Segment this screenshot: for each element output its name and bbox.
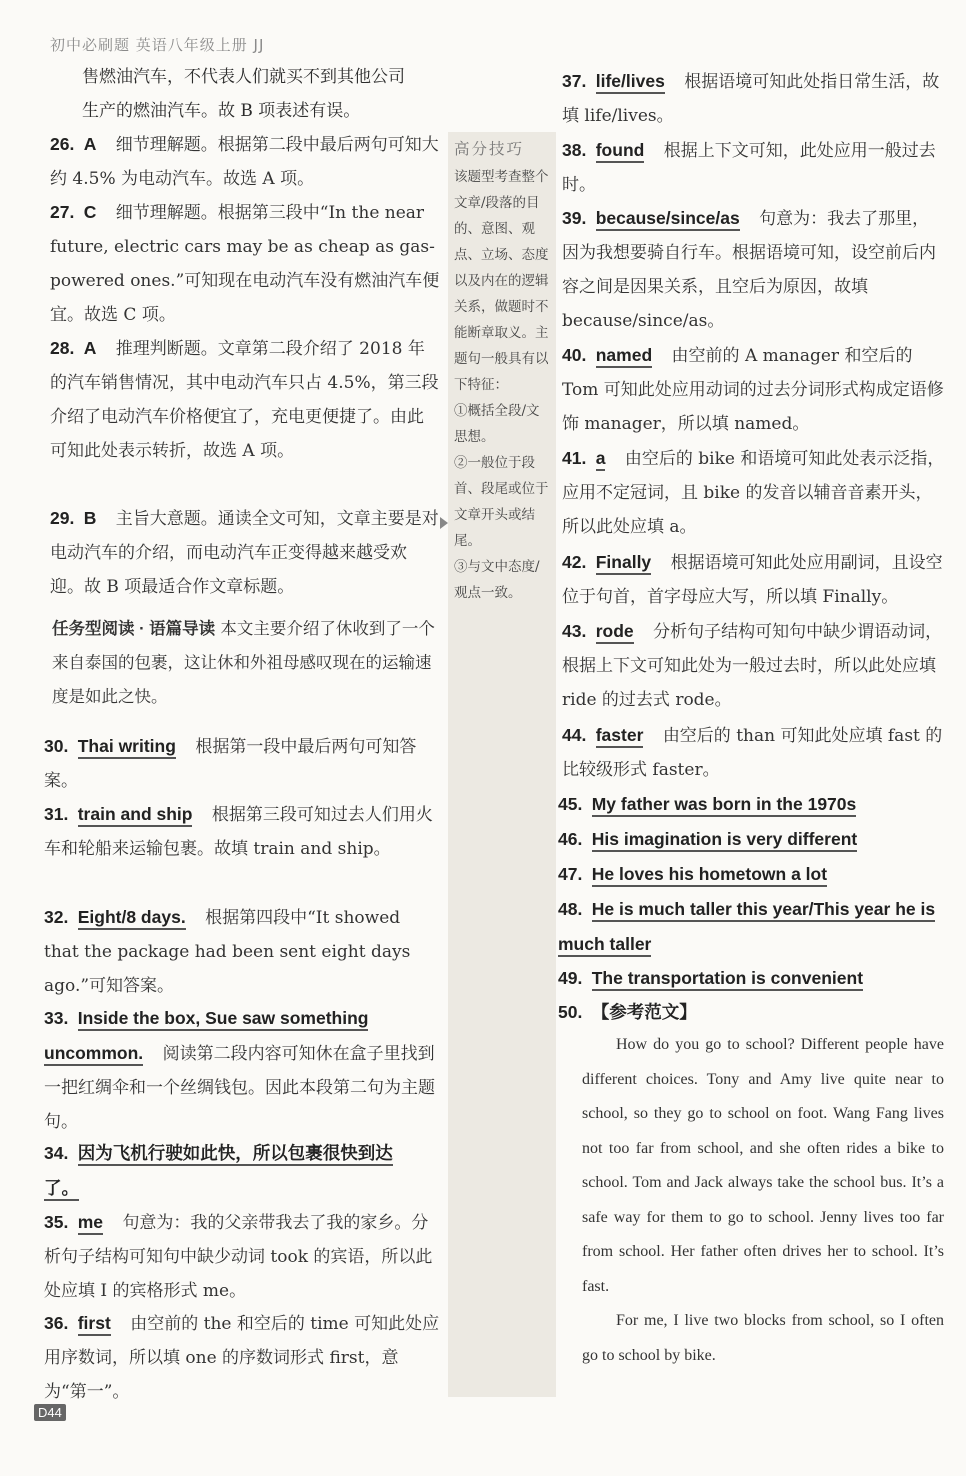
item-number: 36.: [44, 1313, 69, 1333]
explanation-text: 由空前的 the 和空后的 time 可知此处应用序数词，所以填 one 的序数词形式 first，意为“第一”。: [44, 1314, 440, 1402]
item-number: 29.: [50, 508, 75, 528]
item-number: 37.: [562, 71, 587, 91]
answer-text: 【参考范文】: [591, 1002, 697, 1022]
item-number: 35.: [44, 1212, 69, 1232]
guide-label: 任务型阅读 · 语篇导读: [52, 620, 216, 638]
item-number: 45.: [558, 794, 583, 814]
item-number: 49.: [558, 968, 583, 988]
item-number: 48.: [558, 899, 583, 919]
answer-text: The transportation is convenient: [592, 968, 863, 991]
item-number: 39.: [562, 208, 587, 228]
answer-item-45: [558, 787, 946, 822]
explanation-text: 由空前的 A manager 和空后的 Tom 可知此处应用动词的过去分词形式构成定语修饰 manager，所以填 named。: [562, 346, 944, 434]
answer-text: My father was born in the 1970s: [592, 794, 857, 817]
sample-essay: [582, 1028, 944, 1373]
explanation-text: 细节理解题。根据第二段中最后两句可知大约 4.5% 为电动汽车。故选 A 项。: [50, 135, 439, 189]
answer-text: A: [83, 338, 97, 358]
answer-item-40: [562, 338, 946, 441]
tips-sidebar: [448, 132, 556, 1397]
page-number: D44: [34, 1404, 66, 1421]
continued-text: [82, 60, 442, 128]
answer-item-50: [558, 995, 946, 1030]
answer-item-32: [44, 900, 440, 1003]
explanation-text: 根据第三段可知过去人们用火车和轮船来运输包裹。故填 train and ship。: [44, 805, 433, 859]
answer-item-35: [44, 1205, 440, 1308]
answer-text: Inside the box, Sue saw something uncommon.: [44, 1008, 368, 1066]
explanation-text: 句意为：我的父亲带我去了我的家乡。分析句子结构可知句中缺少动词 took 的宾语，所以此处应填 I 的宾格形式 me。: [44, 1213, 433, 1301]
answer-text: named: [596, 345, 652, 368]
explanation-text: 阅读第二段内容可知休在盒子里找到一把红绸伞和一个丝绸钱包。因此本段第二句为主题句。: [44, 1044, 435, 1132]
item-number: 40.: [562, 345, 587, 365]
answer-text: rode: [596, 621, 634, 644]
item-number: 32.: [44, 907, 69, 927]
tips-line: ②一般位于段首、段尾或位于文章开头或结尾。: [454, 455, 549, 549]
tips-title: 高分技巧: [454, 140, 525, 158]
answer-text: A: [83, 134, 97, 154]
answer-text: first: [78, 1313, 111, 1336]
answer-text: His imagination is very different: [592, 829, 857, 852]
answer-text: because/since/as: [596, 208, 740, 231]
answer-text: B: [83, 508, 97, 528]
explanation-text: 由空后的 bike 和语境可知此处表示泛指，应用不定冠词，且 bike 的发音以辅音音素开头，所以此处应填 a。: [562, 449, 945, 537]
item-number: 33.: [44, 1008, 69, 1028]
item-number: 31.: [44, 804, 69, 824]
answer-item-34: [44, 1136, 440, 1206]
answer-item-49: [558, 961, 946, 996]
explanation-text: 句意为：我去了那里，因为我想要骑自行车。根据语境可知，设空前后内容之间是因果关系，且空后为原因，故填 because/since/as。: [562, 209, 936, 331]
answer-item-31: [44, 797, 440, 866]
item-number: 41.: [562, 448, 587, 468]
item-number: 27.: [50, 202, 75, 222]
answer-text: Thai writing: [78, 736, 176, 759]
tips-line: 该题型考查整个文章/段落的目的、意图、观点、立场、态度以及内在的逻辑关系，做题时不能断章取义。主题句一般具有以下特征：: [454, 169, 549, 393]
item-number: 50.: [558, 1002, 583, 1022]
answer-item-36: [44, 1306, 440, 1409]
answer-text: life/lives: [596, 71, 665, 94]
cont-line-1: 售燃油汽车，不代表人们就买不到其他公司: [82, 67, 405, 87]
item-number: 34.: [44, 1143, 69, 1163]
answer-text: 因为飞机行驶如此快，所以包裹很快到达了。: [44, 1143, 393, 1201]
answer-item-47: [558, 857, 946, 892]
item-number: 43.: [562, 621, 587, 641]
answer-item-33: [44, 1001, 440, 1139]
answer-text: faster: [596, 725, 644, 748]
answer-item-43: [562, 614, 946, 717]
item-number: 28.: [50, 338, 75, 358]
explanation-text: 根据上下文可知，此处应用一般过去时。: [562, 141, 936, 195]
item-number: 30.: [44, 736, 69, 756]
answer-item-30: [44, 729, 440, 798]
answer-item-42: [562, 545, 946, 614]
answer-text: He loves his hometown a lot: [592, 864, 827, 887]
answer-item-29: [50, 501, 440, 604]
page-header: 初中必刷题 英语八年级上册 JJ: [50, 36, 265, 54]
answer-item-37: [562, 64, 946, 133]
answer-item-27: [50, 195, 440, 332]
explanation-text: 细节理解题。根据第三段中“In the near future, electric cars may be as cheap as gas-powered ones.”可知现在电动汽车没有燃油汽车便宜。故选 C 项。: [50, 203, 440, 325]
explanation-text: 分析句子结构可知句中缺少谓语动词，根据上下文可知此处为一般过去时，所以此处应填 ride 的过去式 rode。: [562, 622, 943, 710]
answer-item-46: [558, 822, 946, 857]
answer-item-48: [558, 892, 946, 962]
answer-text: Eight/8 days.: [78, 907, 186, 930]
answer-text: He is much taller this year/This year he is much taller: [558, 899, 935, 957]
essay-paragraph-1: How do you go to school? Different people have different choices. Tony and Amy live quite near to school, so they go to school on foot. Wang Fang lives not too far from school, and she often rides a bike to school. Tom and Jack always take the school bus. It’s a safe way for them to go to school. Jenny lives too far from school. Her father often drives her to school. It’s fast.: [582, 1036, 944, 1295]
answer-text: me: [78, 1212, 103, 1235]
item-number: 38.: [562, 140, 587, 160]
answer-text: train and ship: [78, 804, 193, 827]
answer-item-41: [562, 441, 946, 544]
item-number: 47.: [558, 864, 583, 884]
answer-item-38: [562, 133, 946, 202]
cont-line-2: 生产的燃油汽车。故 B 项表述有误。: [82, 101, 361, 121]
answer-item-39: [562, 201, 946, 338]
answer-text: Finally: [596, 552, 651, 575]
explanation-text: 根据语境可知此处指日常生活，故填 life/lives。: [562, 72, 940, 126]
answer-item-28: [50, 331, 440, 468]
explanation-text: 由空后的 than 可知此处应填 fast 的比较级形式 faster。: [562, 726, 943, 780]
explanation-text: 根据第一段中最后两句可知答案。: [44, 737, 417, 791]
item-number: 26.: [50, 134, 75, 154]
item-number: 44.: [562, 725, 587, 745]
item-number: 46.: [558, 829, 583, 849]
answer-text: found: [596, 140, 645, 163]
tips-line: ③与文中态度/观点一致。: [454, 559, 540, 601]
arrow-icon: [440, 517, 448, 529]
explanation-text: 推理判断题。文章第二段介绍了 2018 年的汽车销售情况，其中电动汽车只占 4.5%，第三段介绍了电动汽车价格便宜了，充电更便捷了。由此可知此处表示转折，故选 A 项。: [50, 339, 439, 461]
explanation-text: 主旨大意题。通读全文可知，文章主要是对电动汽车的介绍，而电动汽车正变得越来越受欢迎。故 B 项最适合作文章标题。: [50, 509, 439, 597]
reading-guide: [52, 612, 442, 714]
item-number: 42.: [562, 552, 587, 572]
explanation-text: 根据第四段中“It showed that the package had been sent eight days ago.”可知答案。: [44, 908, 411, 996]
explanation-text: 根据语境可知此处应用副词，且设空位于句首，首字母应大写，所以填 Finally。: [562, 553, 943, 607]
answer-text: a: [596, 448, 606, 471]
answer-item-26: [50, 127, 440, 196]
answer-text: C: [83, 202, 97, 222]
essay-paragraph-2: For me, I live two blocks from school, so I often go to school by bike.: [582, 1312, 944, 1364]
tips-line: ①概括全段/文思想。: [454, 403, 540, 445]
guide-text: 本文主要介绍了休收到了一个来自泰国的包裹，这让休和外祖母感叹现在的运输速度是如此之快。: [52, 619, 435, 706]
answer-item-44: [562, 718, 946, 787]
